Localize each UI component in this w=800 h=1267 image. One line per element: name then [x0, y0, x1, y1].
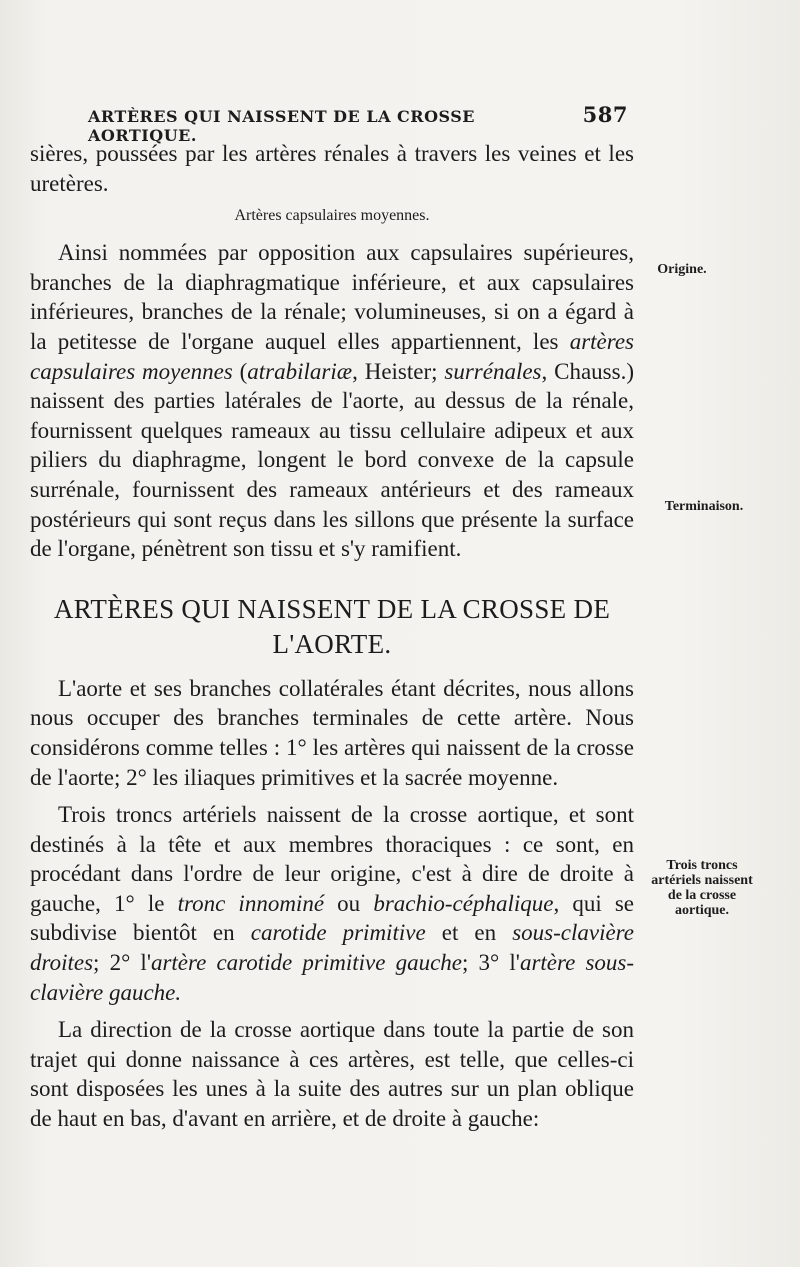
- text-run: , Heister;: [352, 358, 445, 384]
- text-run: Trois troncs artériels naissent de la crosse aortique, et sont destinés à la tête et aux membres thoraciques : ce sont, en procédant dans l'ordre de leur origine, c'est à dire de droite à gauche, 1° le: [30, 802, 634, 916]
- running-title: ARTÈRES QUI NAISSENT DE LA CROSSE AORTIQUE.: [88, 107, 475, 145]
- text-run: et en: [425, 920, 513, 946]
- page-number: 587: [582, 102, 628, 127]
- text-run: , Chauss.) naissent des parties latérales de l'aorte, au dessus de la rénale, fournissent quelques rameaux au tissu cellulaire adipeux et aux piliers du diaphragme, longent le bord convexe de la capsule surrénale, fournissent des rameaux antérieurs et des rameaux postérieurs qui sont reçus dans les sillons que présente la surface de l'organe, pénètrent son tissu et s'y ramifient.: [30, 358, 634, 562]
- term-italic: artères capsulaires moyennes: [30, 328, 634, 384]
- text-run: ; 3° l': [462, 950, 520, 976]
- text-run: ou: [324, 890, 374, 916]
- text-run: , qui se subdivise bientôt en: [30, 890, 635, 946]
- term-italic: sous-clavière droites: [30, 920, 634, 976]
- margin-note-terminaison: Terminaison.: [664, 499, 744, 514]
- term-italic: surrénales: [444, 358, 542, 384]
- subheading-capsulaires-moyennes: Artères capsulaires moyennes.: [234, 207, 430, 225]
- term-italic: atrabilariæ: [247, 358, 353, 384]
- paragraph-continuation: sières, poussées par les artères rénales à travers les veines et les uretères.: [30, 141, 634, 196]
- term-italic: brachio-céphalique: [373, 890, 554, 916]
- term-italic: tronc innominé: [177, 890, 325, 916]
- term-italic: carotide primitive: [250, 920, 426, 946]
- main-text-column: [30, 139, 634, 1134]
- term-italic: artère sous-clavière gauche.: [30, 950, 634, 1005]
- text-run: (: [232, 358, 248, 384]
- section-title: ARTÈRES QUI NAISSENT DE LA CROSSE DE L'AORTE.: [53, 593, 611, 659]
- text-run: ; 2° l': [93, 950, 151, 976]
- term-italic: artère carotide primitive gauche: [150, 950, 463, 976]
- paragraph-direction: La direction de la crosse aortique dans toute la partie de son trajet qui donne naissance à ces artères, est telle, que celles-ci sont disposées les unes à la suite des autres sur un plan oblique de haut en bas, d'avant en arrière, et de droite à gauche:: [30, 1017, 634, 1132]
- paragraph-capsulaires: [30, 238, 634, 564]
- margin-note-origine: Origine.: [657, 262, 707, 277]
- paragraph-trois-troncs: [30, 800, 634, 1007]
- text-run: Ainsi nommées par opposition aux capsulaires supérieures, branches de la diaphragmatique inférieure, et aux capsulaires inférieures, branches de la rénale; volumineuses, si on a égard à la petitesse de l'organe auquel elles appartiennent, les: [30, 240, 634, 354]
- paragraph-branches-terminales: L'aorte et ses branches collatérales étant décrites, nous allons nous occuper des branches terminales de cette artère. Nous considérons comme telles : 1° les artères qui naissent de la crosse de l'aorte; 2° les iliaques primitives et la sacrée moyenne.: [30, 675, 634, 790]
- margin-note-trois-troncs: Trois troncs artériels naissent de la crosse aortique.: [651, 858, 753, 918]
